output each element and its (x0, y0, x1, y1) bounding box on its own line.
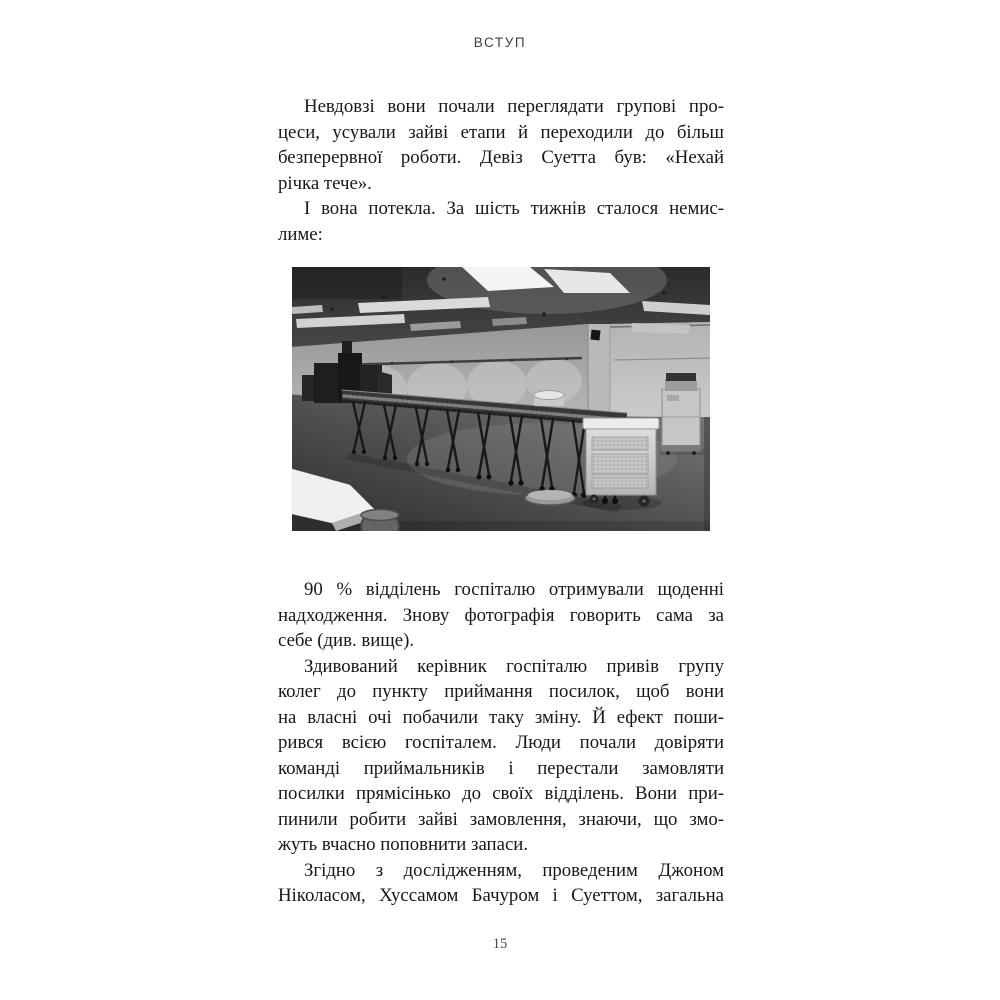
text-line: пинили робити зайві замовлення, знаючи, що змо- (278, 808, 724, 830)
text-line: безперервної роботи. Девіз Суетта був: «Нехай (278, 147, 724, 168)
text-line: Згідно з дослідженням, проведеним Джоном (304, 859, 724, 881)
photo-bin (361, 510, 399, 532)
paragraph (278, 858, 724, 909)
text-line: себе (див. вище). (278, 630, 415, 651)
running-head: ВСТУП (473, 35, 527, 50)
mailroom-photo (292, 267, 710, 531)
text-line: цеси, усували зайві етапи й переходили до більш (278, 121, 724, 143)
paragraph (278, 654, 724, 858)
text-line: Ніколасом, Хуссамом Бачуром і Суеттом, загальна (278, 885, 724, 906)
page-number: 15 (492, 936, 508, 952)
paragraphs-after-photo (278, 577, 724, 909)
text-column (278, 94, 724, 909)
photo-wall-speaker (590, 330, 600, 341)
text-line: Здивований керівник госпіталю привів групу (304, 655, 724, 677)
text-line: жуть вчасно поповнити запаси. (278, 834, 529, 855)
text-line: команді приймальників і перестали замовляти (278, 757, 724, 779)
photo-basin (534, 391, 564, 407)
text-line: І вона потекла. За шість тижнів сталося немис- (304, 198, 724, 219)
photo-tray (525, 490, 575, 505)
text-line: річка тече». (278, 172, 372, 194)
paragraph (278, 577, 724, 654)
paragraph (278, 94, 724, 196)
text-line: колег до пункту приймання посилок, щоб вони (278, 681, 724, 702)
text-line: посилки прямісінько до своїх відділень. Вони при- (278, 783, 724, 804)
paragraph (278, 196, 724, 247)
text-line: Невдовзі вони почали переглядати групові про- (304, 96, 724, 117)
text-line: 90 % відділень госпіталю отримували щоденні (304, 579, 724, 600)
text-line: надходження. Знову фотографія говорить сама за (278, 604, 724, 626)
text-line: на власні очі побачили таку зміну. Й ефект поши- (278, 706, 724, 728)
text-line: лиме: (278, 223, 323, 245)
paragraphs-before-photo (278, 94, 724, 247)
text-line: рився всією госпіталем. Люди почали довіряти (278, 732, 724, 753)
